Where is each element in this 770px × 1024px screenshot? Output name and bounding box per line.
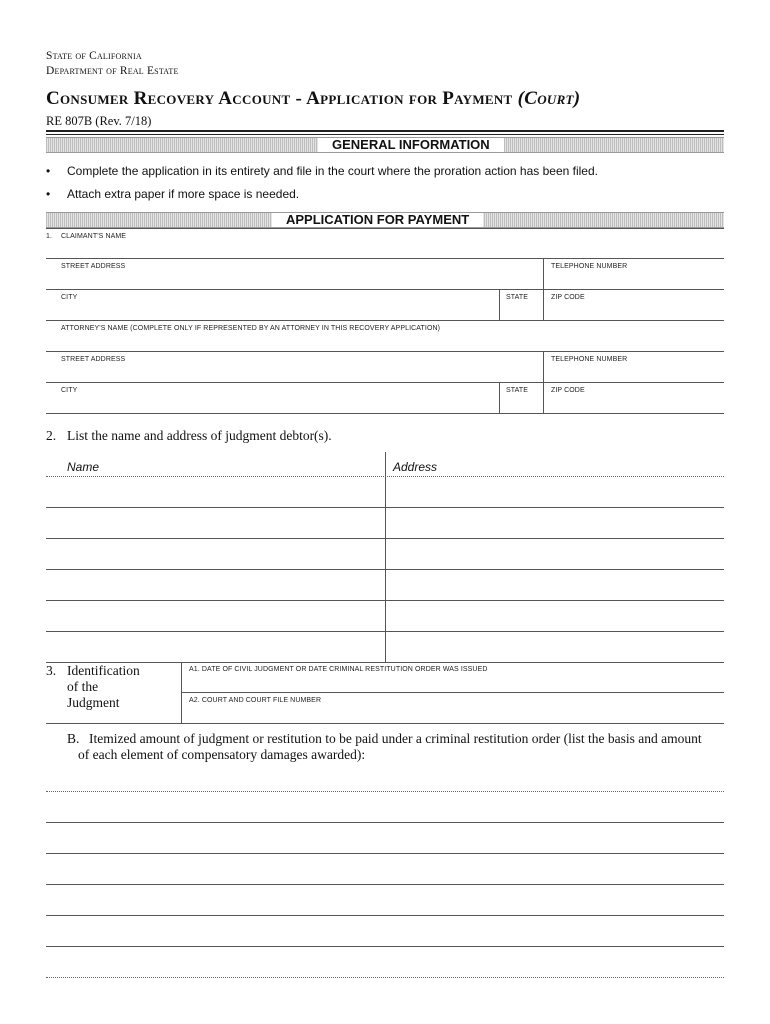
- bullet-icon: •: [46, 164, 51, 178]
- row-line: [46, 382, 724, 383]
- debtor-row-5[interactable]: [46, 600, 724, 601]
- attorney-street-address-field[interactable]: STREET ADDRESS: [61, 356, 126, 363]
- claimant-zip-field[interactable]: ZIP CODE: [551, 294, 585, 301]
- row-line: [46, 289, 724, 290]
- claimant-city-field[interactable]: CITY: [61, 294, 78, 301]
- debtor-row-2[interactable]: [46, 507, 724, 508]
- claimant-name-field[interactable]: CLAIMANT'S NAME: [61, 233, 127, 240]
- form-title: [46, 88, 580, 110]
- debtor-row-3[interactable]: [46, 538, 724, 539]
- application-band: [46, 212, 724, 228]
- general-info-heading: GENERAL INFORMATION: [318, 138, 504, 152]
- itemized-line-4[interactable]: [46, 884, 724, 885]
- section3-label-line1: Identification: [67, 663, 140, 678]
- debtor-row-1[interactable]: [46, 476, 724, 477]
- judgment-date-field[interactable]: A1. DATE OF CIVIL JUDGMENT OR DATE CRIMINAL RESTITUTION ORDER WAS ISSUED: [189, 666, 488, 673]
- section3b-text-line1: Itemized amount of judgment or restitution to be paid under a criminal restitution order (list the basis and amount: [89, 731, 702, 746]
- department-line: Department of Real Estate: [46, 65, 179, 77]
- itemized-line-1[interactable]: [46, 791, 724, 792]
- bullet-item-1: Complete the application in its entirety and file in the court where the proration action has been filed.: [67, 164, 598, 178]
- debtor-name-column-header: Name: [67, 460, 100, 474]
- section2-number: 2.: [46, 428, 57, 443]
- itemized-line-7[interactable]: [46, 977, 724, 978]
- application-heading: APPLICATION FOR PAYMENT: [272, 213, 483, 227]
- row-line: [46, 413, 724, 414]
- itemized-line-3[interactable]: [46, 853, 724, 854]
- debtor-row-4[interactable]: [46, 569, 724, 570]
- section3-label-line3: Judgment: [67, 695, 120, 710]
- court-file-number-field[interactable]: A2. COURT AND COURT FILE NUMBER: [189, 697, 322, 704]
- bullet-item-2: Attach extra paper if more space is needed.: [67, 187, 300, 201]
- debtor-table-bottom: [46, 662, 724, 663]
- revision-number: RE 807B (Rev. 7/18): [46, 114, 152, 128]
- row-line: [181, 692, 724, 693]
- claimant-state-field[interactable]: STATE: [506, 294, 529, 301]
- debtor-row-6[interactable]: [46, 631, 724, 632]
- column-divider: [499, 289, 500, 320]
- attorney-city-field[interactable]: CITY: [61, 387, 78, 394]
- section3b-text-line2: of each element of compensatory damages awarded):: [78, 747, 366, 762]
- row-line: [46, 351, 724, 352]
- column-divider: [543, 258, 544, 289]
- header-rule-thin: [46, 134, 724, 135]
- row-line: [46, 258, 724, 259]
- section1-top-line: [46, 228, 724, 229]
- bullet-icon: •: [46, 187, 51, 201]
- claimant-street-address-field[interactable]: STREET ADDRESS: [61, 263, 126, 270]
- debtor-address-column-header: Address: [393, 460, 438, 474]
- item-number-1: 1.: [46, 233, 53, 240]
- general-info-band: [46, 137, 724, 153]
- section3-number: 3.: [46, 663, 57, 678]
- form-title-main: Consumer Recovery Account - Application for Payment: [46, 88, 518, 109]
- itemized-line-6[interactable]: [46, 946, 724, 947]
- column-divider: [543, 382, 544, 413]
- row-line: [46, 320, 724, 321]
- itemized-line-5[interactable]: [46, 915, 724, 916]
- column-divider: [499, 382, 500, 413]
- section3b-letter: B.: [67, 731, 80, 746]
- itemized-line-2[interactable]: [46, 822, 724, 823]
- column-divider: [543, 289, 544, 320]
- header-rule-thick: [46, 130, 724, 132]
- form-title-court: (Court): [517, 88, 581, 109]
- attorney-state-field[interactable]: STATE: [506, 387, 529, 394]
- column-divider: [543, 351, 544, 382]
- row-line: [46, 723, 724, 724]
- state-line: State of California: [46, 50, 142, 62]
- attorney-telephone-field[interactable]: TELEPHONE NUMBER: [551, 356, 628, 363]
- claimant-telephone-field[interactable]: TELEPHONE NUMBER: [551, 263, 628, 270]
- section3-label-line2: of the: [67, 679, 99, 694]
- section2-instruction: List the name and address of judgment debtor(s).: [67, 428, 332, 443]
- attorney-name-field[interactable]: ATTORNEY'S NAME (COMPLETE ONLY IF REPRESENTED BY AN ATTORNEY IN THIS RECOVERY APPLICATION): [61, 325, 441, 332]
- attorney-zip-field[interactable]: ZIP CODE: [551, 387, 585, 394]
